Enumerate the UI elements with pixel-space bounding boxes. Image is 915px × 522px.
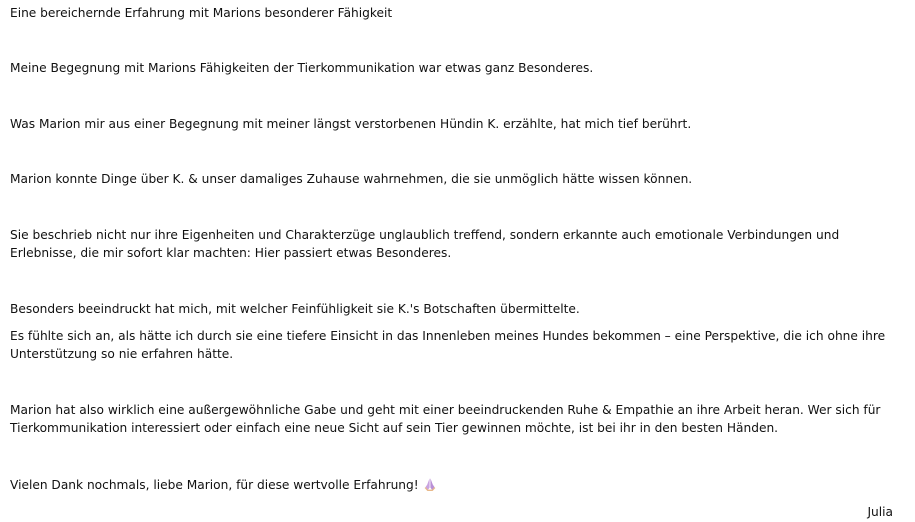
folded-hands-icon xyxy=(422,476,438,497)
closing-line xyxy=(10,476,900,497)
paragraph-6: Es fühlte sich an, als hätte ich durch sie eine tiefere Einsicht in das Innenleben meines Hundes bekommen – eine Perspektive, die ich ohne ihre Unterstützung so nie erfahren hätte. xyxy=(10,329,886,361)
paragraph-1: Meine Begegnung mit Marions Fähigkeiten der Tierkommunikation war etwas ganz Besonderes. xyxy=(10,61,594,75)
paragraph-4: Sie beschrieb nicht nur ihre Eigenheiten und Charakterzüge unglaublich treffend, sondern erkannte auch emotionale Verbindungen und Erlebnisse, die mir sofort klar machten: Hier passiert etwas Besonderes. xyxy=(10,228,840,260)
paragraph-3: Marion konnte Dinge über K. & unser damaliges Zuhause wahrnehmen, die sie unmöglich hätte wissen können. xyxy=(10,172,693,186)
document-title: Eine bereichernde Erfahrung mit Marions besonderer Fähigkeit xyxy=(10,6,393,20)
signature: Julia xyxy=(867,505,893,519)
paragraph-7: Marion hat also wirklich eine außergewöhnliche Gabe und geht mit einer beeindruckenden Ruhe & Empathie an ihre Arbeit heran. Wer sich für Tierkommunikation interessiert oder einfach eine neue Sicht auf sein Tier gewinnen möchte, ist bei ihr in den besten Händen. xyxy=(10,403,881,435)
closing-text: Vielen Dank nochmals, liebe Marion, für diese wertvolle Erfahrung! xyxy=(10,478,419,492)
paragraph-2: Was Marion mir aus einer Begegnung mit meiner längst verstorbenen Hündin K. erzählte, hat mich tief berührt. xyxy=(10,117,692,131)
paragraph-5: Besonders beeindruckt hat mich, mit welcher Feinfühligkeit sie K.'s Botschaften übermittelte. xyxy=(10,302,580,316)
